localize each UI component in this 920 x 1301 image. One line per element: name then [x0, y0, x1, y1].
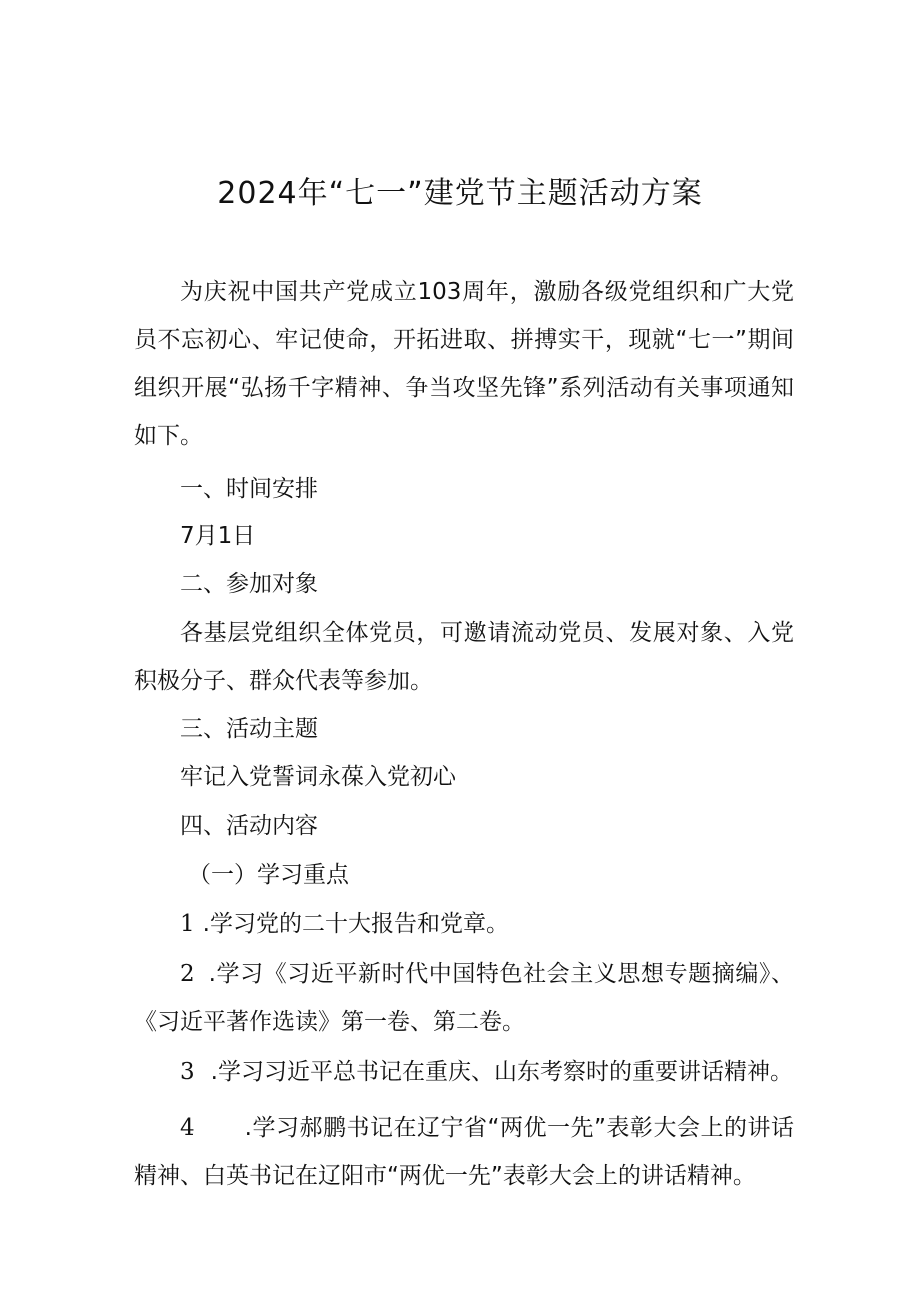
document-title: 2024年“七一”建党节主题活动方案	[217, 176, 703, 211]
list-item-text: .学习习近平总书记在重庆、山东考察时的重要讲话精神。	[210, 1059, 793, 1085]
list-item	[180, 900, 509, 948]
intro-paragraph: 为庆祝中国共产党成立103周年，激励各级党组织和广大党员不忘初心、牢记使命，开拓进取、拼搏实干，现就“七一”期间组织开展“弘扬千字精神、争当攻坚先锋”系列活动有关事项通知如下。	[134, 279, 794, 449]
list-item-number: 1	[180, 911, 195, 937]
list-item-number: 3	[180, 1059, 195, 1085]
section-body-time: 7月1日	[180, 523, 256, 549]
list-item-text: .学习郝鹏书记在辽宁省“两优一先”表彰大会上的讲话精神、白英书记在辽阳市“两优一先”表彰大会上的讲话精神。	[134, 1115, 794, 1189]
section-heading-time: 一、时间安排	[180, 476, 318, 502]
section-heading-participants: 二、参加对象	[180, 571, 318, 597]
list-item	[134, 1104, 794, 1200]
list-item	[134, 950, 794, 1046]
list-item	[180, 1048, 793, 1096]
subheading-study-focus: （一）学习重点	[188, 862, 349, 888]
section-heading-content: 四、活动内容	[180, 813, 318, 839]
section-body-participants: 各基层党组织全体党员，可邀请流动党员、发展对象、入党积极分子、群众代表等参加。	[134, 620, 794, 694]
list-item-number: 4	[180, 1115, 195, 1141]
section-heading-theme: 三、活动主题	[180, 716, 318, 742]
list-item-text: .学习党的二十大报告和党章。	[202, 911, 509, 937]
list-item-number: 2	[180, 961, 195, 987]
section-body-theme: 牢记入党誓词永葆入党初心	[180, 764, 456, 790]
list-item-text: .学习《习近平新时代中国特色社会主义思想专题摘编》、《习近平著作选读》第一卷、第二卷。	[134, 961, 794, 1035]
